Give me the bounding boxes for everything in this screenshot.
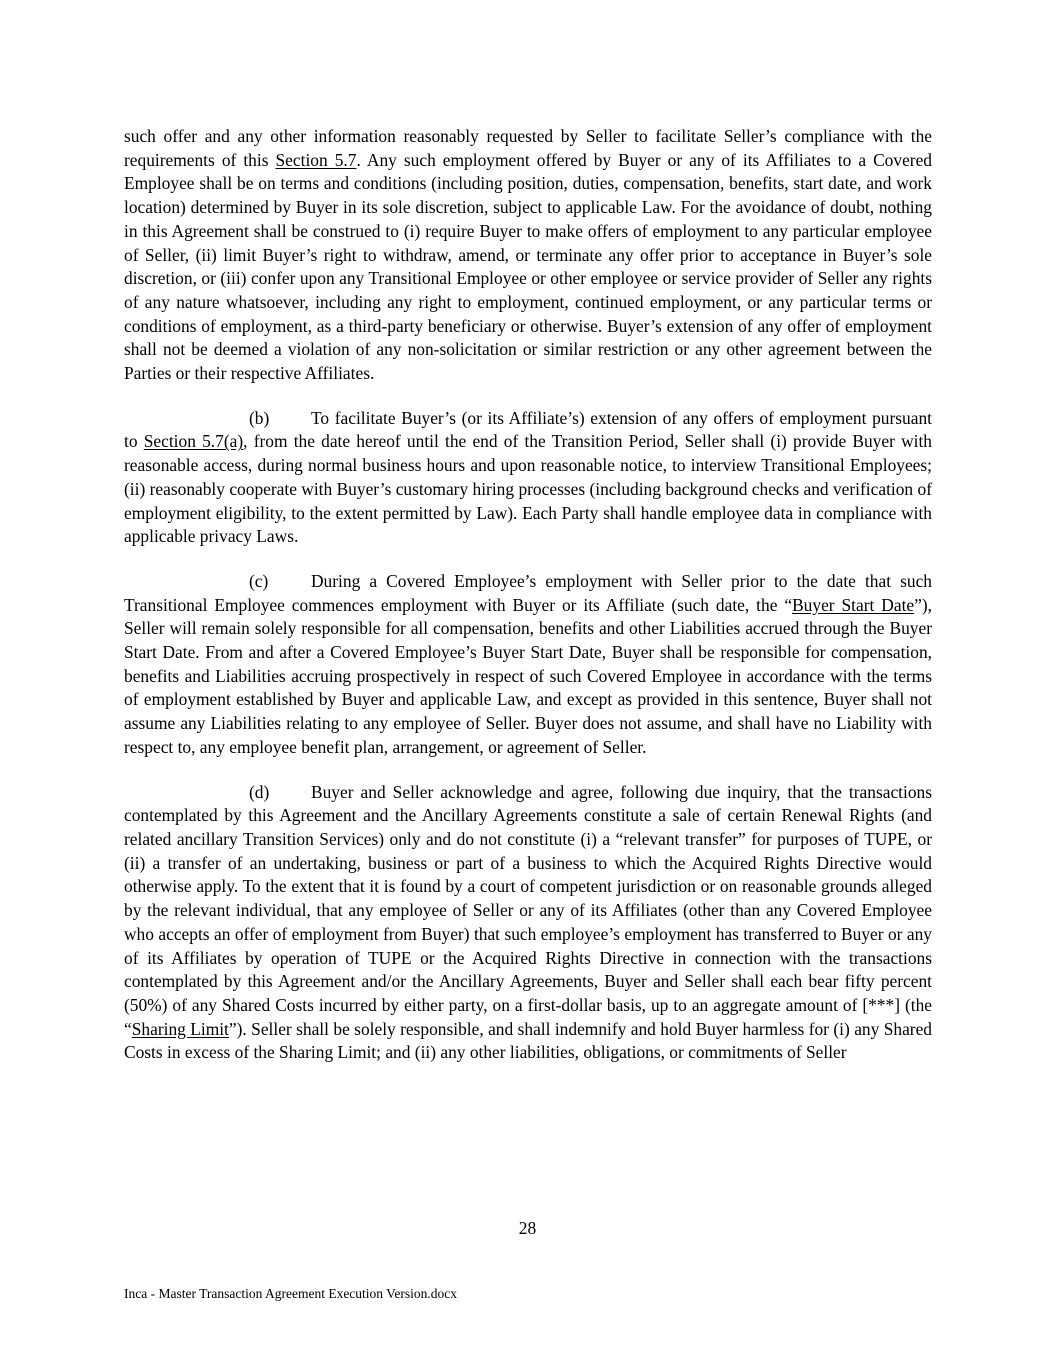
section-reference-link: Section 5.7(a) [143, 431, 244, 452]
paragraph-d-text-2: ”). Seller shall be solely responsible, and shall indemnify and hold Buyer harmless for (i) any Shared Costs in excess of the Sharing Limit; and (ii) any other liabilities, obligations, or commitments of Seller [124, 1018, 933, 1063]
paragraph-d-text-1: Buyer and Seller acknowledge and agree, following due inquiry, that the transactions contemplated by this Agreement and the Ancillary Agreements constitute a sale of certain Renewal Rights (and related ancillary Transition Services) only and do not constitute (i) a “relevant transfer” for purposes of TUPE, or (ii) a transfer of an undertaking, business or part of a business to which the Acquired Rights Directive would otherwise apply. To the extent that it is found by a court of competent jurisdiction or on reasonable grounds alleged by the relevant individual, that any employee of Seller or any of its Affiliates (other than any Covered Employee who accepts an offer of employment from Buyer) that such employee’s employment has transferred to Buyer or any of its Affiliates by operation of TUPE or the Acquired Rights Directive in connection with the transactions contemplated by this Agreement and/or the Ancillary Agreements, Buyer and Seller shall each bear fifty percent (50%) of any Shared Costs incurred by either party, on a first-dollar basis, up to an aggregate amount of [***] (the “ [124, 781, 932, 1039]
document-footer: Inca - Master Transaction Agreement Execution Version.docx [124, 1286, 458, 1301]
paragraph-b-text-1: To facilitate Buyer’s (or its Affiliate’s) extension of any offers of employment pursuant to [124, 407, 932, 452]
paragraph-b-text-2: , from the date hereof until the end of the Transition Period, Seller shall (i) provide Buyer with reasonable access, during normal business hours and upon reasonable notice, to interview Transitional Employees; (ii) reasonably cooperate with Buyer’s customary hiring processes (including background checks and verification of employment eligibility, to the extent permitted by Law). Each Party shall handle employee data in compliance with applicable privacy Laws. [124, 431, 932, 547]
section-reference-link: Section 5.7 [275, 149, 357, 170]
paragraph-d [124, 781, 932, 1065]
continuation-text-2: . Any such employment offered by Buyer or any of its Affiliates to a Covered Employee shall be on terms and conditions (including position, duties, compensation, benefits, start date, and work location) determined by Buyer in its sole discretion, subject to applicable Law. For the avoidance of doubt, nothing in this Agreement shall be construed to (i) require Buyer to make offers of employment to any particular employee of Seller, (ii) limit Buyer’s right to withdraw, amend, or terminate any offer prior to acceptance in Buyer’s sole discretion, or (iii) confer upon any Transitional Employee or other employee or service provider of Seller any rights of any nature whatsoever, including any right to employment, continued employment, or any particular terms or conditions of employment, as a third-party beneficiary or otherwise. Buyer’s extension of any offer of employment shall not be deemed a violation of any non-solicitation or similar restriction or any other agreement between the Parties or their respective Affiliates. [124, 149, 932, 384]
defined-term: Buyer Start Date [792, 594, 915, 615]
paragraph-c-text-1: During a Covered Employee’s employment with Seller prior to the date that such Transitional Employee commences employment with Buyer or its Affiliate (such date, the “ [124, 570, 932, 615]
page-number: 28 [518, 1218, 537, 1238]
paragraph-c-text-2: ”), Seller will remain solely responsible for all compensation, benefits and other Liabilities accrued through the Buyer Start Date. From and after a Covered Employee’s Buyer Start Date, Buyer shall be responsible for compensation, benefits and Liabilities accruing prospectively in respect of such Covered Employee in accordance with the terms of employment established by Buyer and applicable Law, and except as provided in this sentence, Buyer shall not assume any Liabilities relating to any employee of Seller. Buyer does not assume, and shall have no Liability with respect to, any employee benefit plan, arrangement, or agreement of Seller. [124, 594, 932, 757]
paragraph-c [124, 570, 932, 760]
defined-term: Sharing Limit [131, 1018, 229, 1039]
paragraph-c-label: (c) [249, 570, 269, 591]
document-body [124, 125, 932, 1065]
paragraph-b [124, 407, 932, 549]
paragraph-b-label: (b) [249, 407, 270, 428]
continuation-paragraph [124, 125, 932, 386]
continuation-text-1: such offer and any other information reasonably requested by Seller to facilitate Seller’s compliance with the requirements of this [124, 126, 932, 170]
paragraph-d-label: (d) [249, 781, 270, 802]
